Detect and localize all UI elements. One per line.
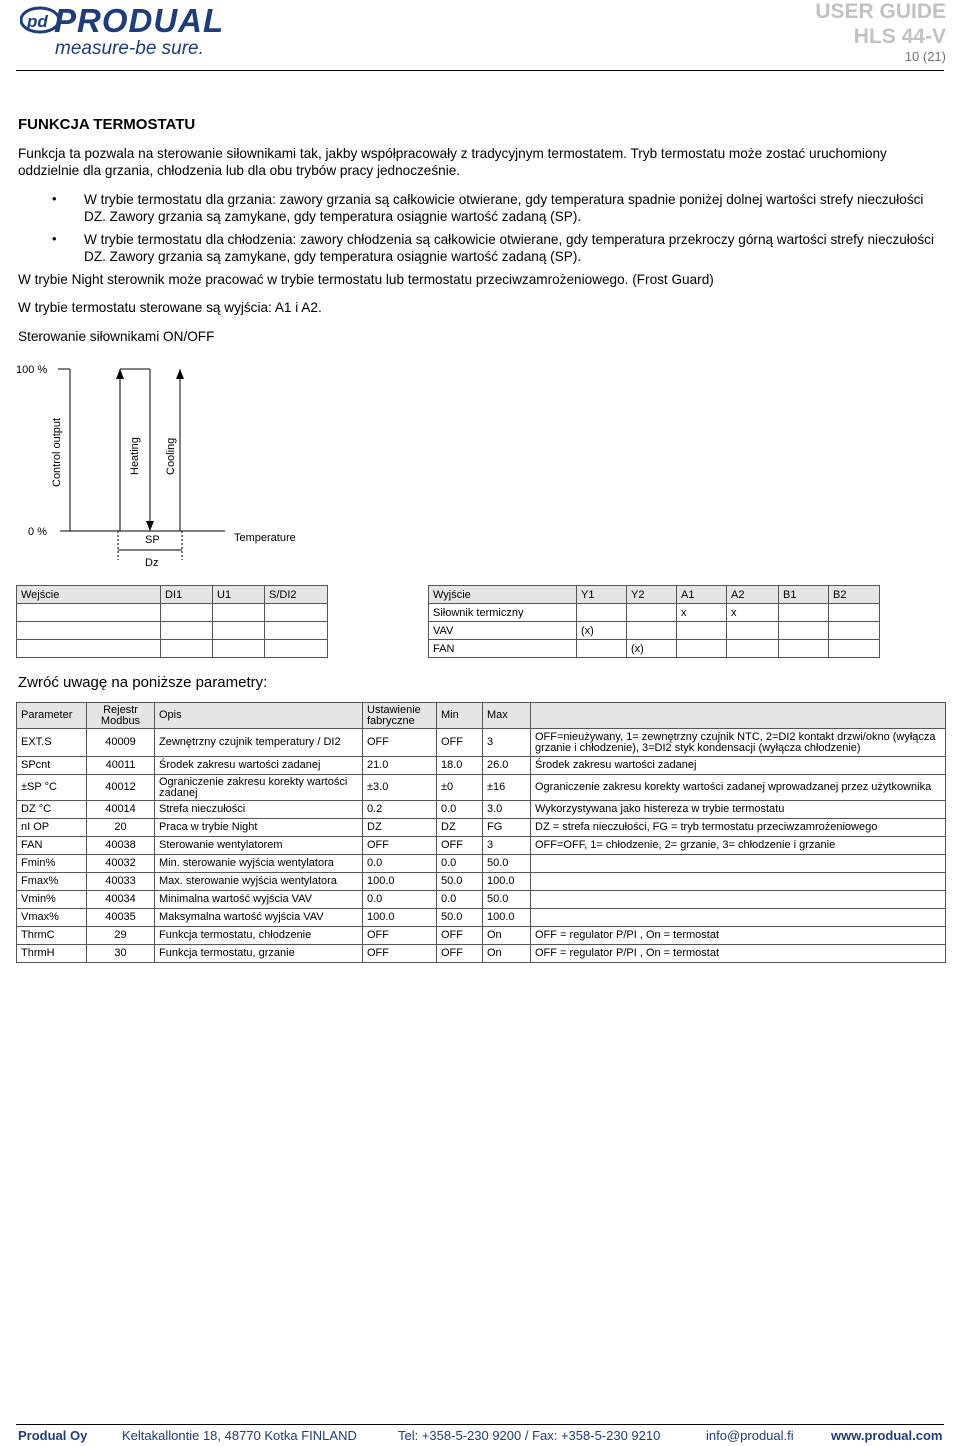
table-row bbox=[429, 604, 880, 622]
table-row bbox=[17, 775, 946, 801]
intro-paragraph: Funkcja ta pozwala na sterowanie siłownikami tak, jakby współpracowały z tradycyjnym termostatem. Tryb termostatu może zostać uruchomiony oddzielnie dla grzania, chłodzenia lub dla obu trybów pracy jednocześnie. bbox=[18, 146, 887, 178]
table-cell: 50.0 bbox=[483, 855, 531, 873]
cooling-label: Cooling bbox=[165, 437, 177, 475]
table-cell: ±3.0 bbox=[363, 775, 437, 801]
bullet-heating: W trybie termostatu dla grzania: zawory grzania są całkowicie otwierane, gdy temperatura spadnie poniżej dolnej wartości strefy nieczułości DZ. Zawory grzania są zamykane, gdy temperatura osiągnie wartość zadaną (SP). bbox=[84, 192, 924, 224]
table-cell: OFF bbox=[437, 927, 483, 945]
table-cell: 100.0 bbox=[483, 873, 531, 891]
table-cell: OFF = regulator P/PI , On = termostat bbox=[531, 927, 946, 945]
table-cell: Ograniczenie zakresu korekty wartości zadanej wprowadzanej przez użytkownika bbox=[531, 775, 946, 801]
table-cell bbox=[213, 604, 265, 622]
table-cell: Minimalna wartość wyjścia VAV bbox=[155, 891, 363, 909]
table-cell: On bbox=[483, 945, 531, 963]
table-cell: Siłownik termiczny bbox=[429, 604, 577, 622]
table-cell: (x) bbox=[627, 640, 677, 658]
table-cell: Strefa nieczułości bbox=[155, 801, 363, 819]
table-header-row bbox=[429, 586, 880, 604]
table-cell: SPcnt bbox=[17, 757, 87, 775]
dz-label: Dz bbox=[145, 557, 159, 569]
table-cell: 0.2 bbox=[363, 801, 437, 819]
table-cell: DZ = strefa nieczułości, FG = tryb termostatu przeciwzamrożeniowego bbox=[531, 819, 946, 837]
table-header-cell: U1 bbox=[213, 586, 265, 604]
table-header-cell: A1 bbox=[677, 586, 727, 604]
table-cell bbox=[265, 622, 328, 640]
footer-address: Keltakallontie 18, 48770 Kotka FINLAND bbox=[122, 1428, 357, 1443]
table-cell bbox=[627, 622, 677, 640]
footer-email[interactable]: info@produal.fi bbox=[706, 1428, 794, 1443]
table-cell: OFF bbox=[363, 729, 437, 757]
table-cell: 40012 bbox=[87, 775, 155, 801]
table-row bbox=[17, 729, 946, 757]
table-cell bbox=[829, 622, 880, 640]
table-cell: Min. sterowanie wyjścia wentylatora bbox=[155, 855, 363, 873]
svg-text:pd: pd bbox=[27, 12, 48, 31]
footer-company: Produal Oy bbox=[18, 1428, 88, 1443]
guide-title: USER GUIDE bbox=[815, 0, 946, 23]
table-header-cell: Wejście bbox=[17, 586, 161, 604]
input-table bbox=[16, 585, 328, 658]
header-divider bbox=[16, 70, 944, 71]
footer-phone: Tel: +358-5-230 9200 / Fax: +358-5-230 9210 bbox=[398, 1428, 661, 1443]
table-cell: OFF bbox=[437, 945, 483, 963]
table-cell: 3 bbox=[483, 729, 531, 757]
table-cell: 50.0 bbox=[437, 873, 483, 891]
table-cell: Maksymalna wartość wyjścia VAV bbox=[155, 909, 363, 927]
bullet-dot: • bbox=[52, 191, 57, 206]
table-row bbox=[17, 837, 946, 855]
table-cell: 0.0 bbox=[437, 801, 483, 819]
table-cell: DZ bbox=[437, 819, 483, 837]
table-cell: OFF bbox=[437, 729, 483, 757]
y-label-bottom: 0 % bbox=[28, 526, 47, 538]
table-cell bbox=[17, 640, 161, 658]
table-row bbox=[17, 801, 946, 819]
table-cell: 29 bbox=[87, 927, 155, 945]
table-cell: 26.0 bbox=[483, 757, 531, 775]
table-cell bbox=[213, 622, 265, 640]
table-header-row bbox=[17, 703, 946, 729]
params-heading: Zwróć uwagę na poniższe parametry: bbox=[18, 674, 268, 691]
tagline: measure-be sure. bbox=[55, 38, 204, 59]
table-cell: Funkcja termostatu, grzanie bbox=[155, 945, 363, 963]
table-cell: 100.0 bbox=[363, 873, 437, 891]
table-cell bbox=[531, 873, 946, 891]
table-cell bbox=[17, 622, 161, 640]
section-title: FUNKCJA TERMOSTATU bbox=[18, 116, 196, 133]
table-header-cell: Wyjście bbox=[429, 586, 577, 604]
table-row bbox=[17, 873, 946, 891]
table-cell: x bbox=[677, 604, 727, 622]
y-label-top: 100 % bbox=[16, 364, 48, 376]
table-cell: 40014 bbox=[87, 801, 155, 819]
table-cell: 40011 bbox=[87, 757, 155, 775]
table-row bbox=[17, 945, 946, 963]
bullet-cooling: W trybie termostatu dla chłodzenia: zawory chłodzenia są całkowicie otwierane, gdy temperatura przekroczy górną wartości strefy nieczułości DZ. Zawory grzania są zamykane, gdy temperatura osiągnie wartość zadaną (SP). bbox=[84, 232, 934, 264]
table-cell: Vmin% bbox=[17, 891, 87, 909]
table-cell bbox=[779, 640, 829, 658]
table-cell: ±16 bbox=[483, 775, 531, 801]
sp-label: SP bbox=[145, 534, 160, 546]
table-cell: 21.0 bbox=[363, 757, 437, 775]
y-axis-label: Control output bbox=[51, 417, 63, 487]
night-paragraph: W trybie Night sterownik może pracować w trybie termostatu lub termostatu przeciwzamrożeniowego. (Frost Guard) bbox=[18, 272, 714, 287]
table-cell: VAV bbox=[429, 622, 577, 640]
table-cell: OFF = regulator P/PI , On = termostat bbox=[531, 945, 946, 963]
table-header-cell: Opis bbox=[155, 703, 363, 729]
parameter-table-body bbox=[17, 729, 946, 963]
table-header-cell: B2 bbox=[829, 586, 880, 604]
table-cell: Zewnętrzny czujnik temperatury / DI2 bbox=[155, 729, 363, 757]
table-cell: 40035 bbox=[87, 909, 155, 927]
table-cell: x bbox=[727, 604, 779, 622]
table-header-cell: Min bbox=[437, 703, 483, 729]
heating-arrow bbox=[116, 369, 124, 379]
table-cell: 0.0 bbox=[437, 855, 483, 873]
table-cell: DZ bbox=[363, 819, 437, 837]
thermostat-diagram bbox=[10, 355, 340, 575]
table-cell: Środek zakresu wartości zadanej bbox=[531, 757, 946, 775]
bullet-dot: • bbox=[52, 231, 57, 246]
table-cell bbox=[829, 604, 880, 622]
table-cell bbox=[577, 604, 627, 622]
table-cell bbox=[17, 604, 161, 622]
table-cell: 20 bbox=[87, 819, 155, 837]
table-header-cell: S/DI2 bbox=[265, 586, 328, 604]
table-cell: OFF bbox=[437, 837, 483, 855]
table-cell bbox=[627, 604, 677, 622]
table-row bbox=[17, 819, 946, 837]
table-cell: Vmax% bbox=[17, 909, 87, 927]
table-cell bbox=[265, 604, 328, 622]
table-row bbox=[429, 622, 880, 640]
output-table bbox=[428, 585, 880, 658]
table-cell bbox=[727, 640, 779, 658]
table-cell bbox=[829, 640, 880, 658]
table-row bbox=[17, 855, 946, 873]
table-cell: 30 bbox=[87, 945, 155, 963]
table-cell: 50.0 bbox=[483, 891, 531, 909]
table-row bbox=[17, 927, 946, 945]
table-cell: On bbox=[483, 927, 531, 945]
table-cell: 40034 bbox=[87, 891, 155, 909]
table-cell: 0.0 bbox=[363, 855, 437, 873]
table-cell: 0.0 bbox=[437, 891, 483, 909]
table-row bbox=[17, 640, 328, 658]
table-header-cell: Ustawienie fabryczne bbox=[363, 703, 437, 729]
table-cell: 3.0 bbox=[483, 801, 531, 819]
table-cell: 100.0 bbox=[363, 909, 437, 927]
table-cell: 3 bbox=[483, 837, 531, 855]
table-cell bbox=[577, 640, 627, 658]
table-cell: Max. sterowanie wyjścia wentylatora bbox=[155, 873, 363, 891]
table-cell: Fmax% bbox=[17, 873, 87, 891]
table-header-cell: A2 bbox=[727, 586, 779, 604]
footer-website[interactable]: www.produal.com bbox=[831, 1428, 943, 1443]
table-cell: ±SP °C bbox=[17, 775, 87, 801]
outputs-paragraph: W trybie termostatu sterowane są wyjścia: A1 i A2. bbox=[18, 300, 322, 315]
sp-arrow bbox=[146, 521, 154, 531]
table-cell bbox=[531, 909, 946, 927]
table-header-cell: Max bbox=[483, 703, 531, 729]
table-cell bbox=[531, 891, 946, 909]
table-row bbox=[17, 891, 946, 909]
table-cell bbox=[161, 622, 213, 640]
table-cell: OFF bbox=[363, 945, 437, 963]
table-cell: 40032 bbox=[87, 855, 155, 873]
table-cell: OFF bbox=[363, 927, 437, 945]
table-cell bbox=[213, 640, 265, 658]
table-header-cell: B1 bbox=[779, 586, 829, 604]
table-header-cell bbox=[531, 703, 946, 729]
table-cell: Wykorzystywana jako histereza w trybie termostatu bbox=[531, 801, 946, 819]
table-cell: OFF bbox=[363, 837, 437, 855]
table-header-cell: Y2 bbox=[627, 586, 677, 604]
table-cell: Funkcja termostatu, chłodzenie bbox=[155, 927, 363, 945]
table-cell bbox=[161, 604, 213, 622]
table-cell: ThrmH bbox=[17, 945, 87, 963]
table-header-cell: Y1 bbox=[577, 586, 627, 604]
table-cell: 40038 bbox=[87, 837, 155, 855]
temperature-label: Temperature bbox=[234, 532, 296, 544]
table-cell: Sterowanie wentylatorem bbox=[155, 837, 363, 855]
table-header-cell: DI1 bbox=[161, 586, 213, 604]
table-row bbox=[17, 909, 946, 927]
table-cell: Fmin% bbox=[17, 855, 87, 873]
table-cell: 18.0 bbox=[437, 757, 483, 775]
table-header-cell: Rejestr Modbus bbox=[87, 703, 155, 729]
cooling-arrow bbox=[176, 369, 184, 379]
table-cell: 40033 bbox=[87, 873, 155, 891]
table-cell: DZ °C bbox=[17, 801, 87, 819]
table-cell bbox=[531, 855, 946, 873]
table-row bbox=[17, 622, 328, 640]
table-cell bbox=[677, 640, 727, 658]
table-cell: 100.0 bbox=[483, 909, 531, 927]
table-row bbox=[17, 757, 946, 775]
table-cell: nI OP bbox=[17, 819, 87, 837]
table-row bbox=[429, 640, 880, 658]
table-cell: 40009 bbox=[87, 729, 155, 757]
table-row bbox=[17, 604, 328, 622]
product-name: HLS 44-V bbox=[853, 25, 946, 48]
table-cell bbox=[727, 622, 779, 640]
table-cell bbox=[677, 622, 727, 640]
table-cell: ThrmC bbox=[17, 927, 87, 945]
table-cell: 50.0 bbox=[437, 909, 483, 927]
table-cell: FAN bbox=[17, 837, 87, 855]
table-cell: 0.0 bbox=[363, 891, 437, 909]
table-cell: Środek zakresu wartości zadanej bbox=[155, 757, 363, 775]
table-cell bbox=[779, 622, 829, 640]
table-header-row bbox=[17, 586, 328, 604]
parameter-table bbox=[16, 702, 946, 963]
table-header-cell: Parameter bbox=[17, 703, 87, 729]
table-cell: Praca w trybie Night bbox=[155, 819, 363, 837]
footer-divider bbox=[16, 1424, 944, 1425]
table-cell: OFF=nieużywany, 1= zewnętrzny czujnik NTC, 2=DI2 kontakt drzwi/okno (wyłącza grzanie i chłodzenie), 3=DI2 styk kondensacji (wyłącza chłodzenie) bbox=[531, 729, 946, 757]
table-cell: FAN bbox=[429, 640, 577, 658]
table-cell: EXT.S bbox=[17, 729, 87, 757]
table-cell bbox=[161, 640, 213, 658]
table-cell: (x) bbox=[577, 622, 627, 640]
logo-text: PRODUAL bbox=[54, 2, 225, 39]
table-cell: ±0 bbox=[437, 775, 483, 801]
table-cell bbox=[779, 604, 829, 622]
table-cell: FG bbox=[483, 819, 531, 837]
heating-label: Heating bbox=[129, 437, 141, 475]
table-cell bbox=[265, 640, 328, 658]
onoff-heading: Sterowanie siłownikami ON/OFF bbox=[18, 329, 215, 344]
page-number: 10 (21) bbox=[904, 49, 946, 64]
table-cell: Ograniczenie zakresu korekty wartości zadanej bbox=[155, 775, 363, 801]
table-cell: OFF=OFF, 1= chłodzenie, 2= grzanie, 3= chłodzenie i grzanie bbox=[531, 837, 946, 855]
